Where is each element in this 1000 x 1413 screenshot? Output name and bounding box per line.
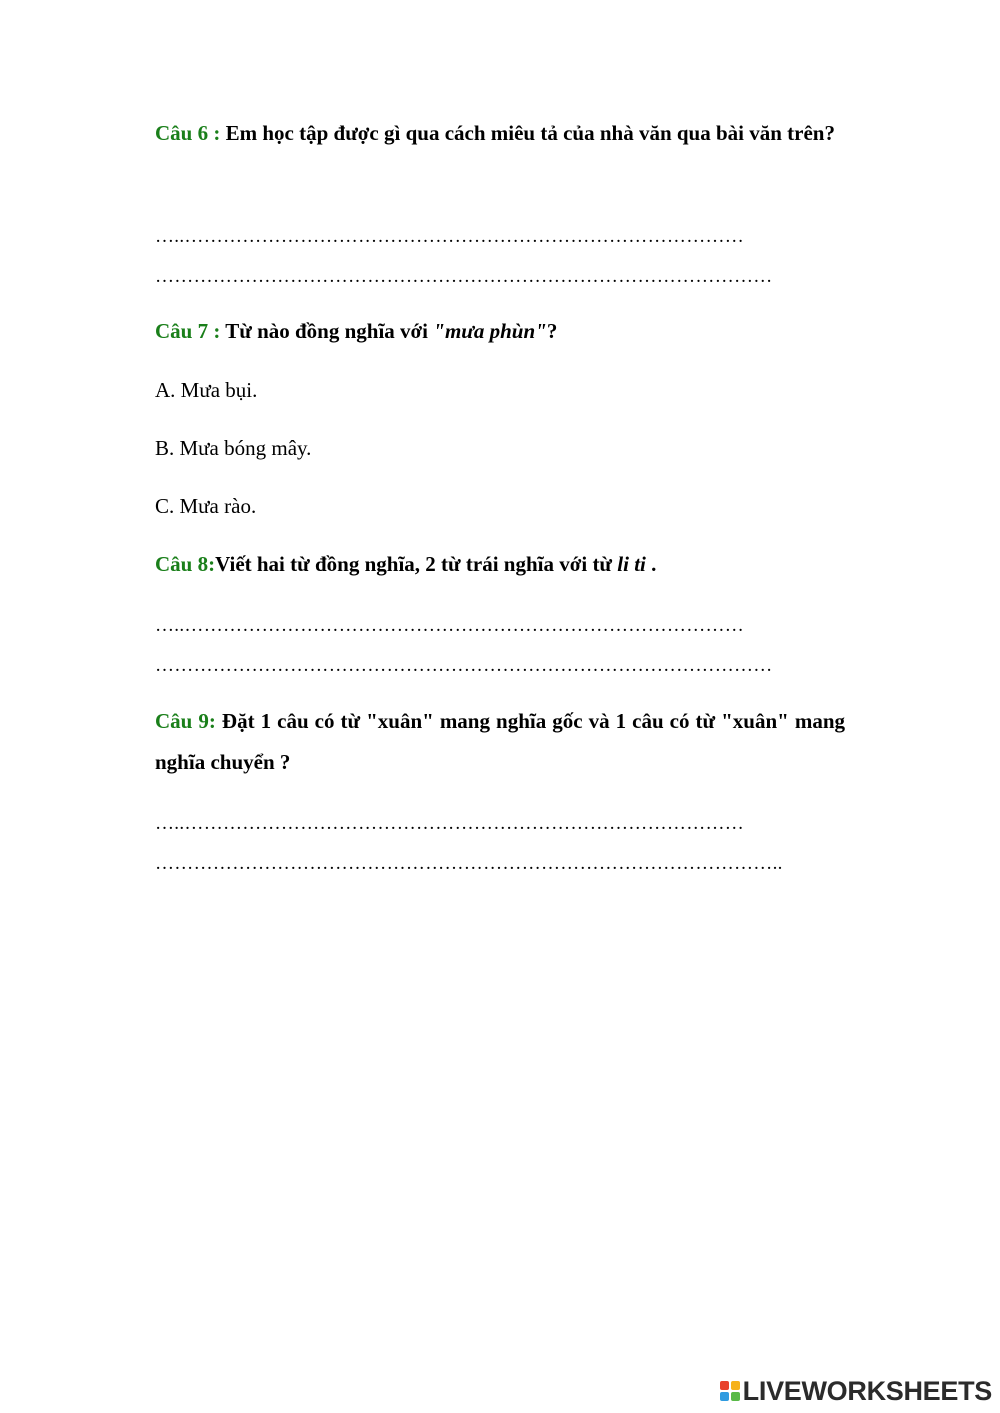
question-7-option-b[interactable]: B. Mưa bóng mây. <box>155 436 312 460</box>
question-6-answer-line-2[interactable]: …………………………………………………………………………………… <box>155 266 773 287</box>
logo-text: LIVEWORKSHEETS <box>742 1375 992 1406</box>
question-8-answer-line-2[interactable]: …………………………………………………………………………………… <box>155 655 773 676</box>
question-8-term: li ti <box>617 552 646 576</box>
question-9-label: Câu 9: <box>155 709 216 733</box>
logo-block <box>720 1381 729 1390</box>
logo-blocks-icon <box>720 1381 740 1401</box>
question-8 <box>155 544 845 585</box>
question-7-text: Từ nào đồng nghĩa với "mưa phùn"? <box>225 319 558 343</box>
question-8-text: Viết hai từ đồng nghĩa, 2 từ trái nghĩa với từ li ti . <box>215 552 657 576</box>
question-9-answer-line-1[interactable]: …..…………………………………………………………………………… <box>155 813 745 834</box>
logo-block <box>720 1392 729 1401</box>
question-6-label: Câu 6 : <box>155 121 221 145</box>
liveworksheets-logo <box>720 1377 992 1405</box>
question-7 <box>155 311 845 352</box>
question-7-option-c[interactable]: C. Mưa rào. <box>155 494 257 518</box>
question-6-answer-line-1[interactable]: …..…………………………………………………………………………… <box>155 226 745 247</box>
question-9-answer-line-2[interactable]: …………………………………………………………………………………….. <box>155 853 783 874</box>
logo-block <box>731 1381 740 1390</box>
question-7-term: "mưa phùn" <box>433 319 547 343</box>
question-6 <box>155 113 845 154</box>
question-7-label: Câu 7 : <box>155 319 221 343</box>
question-8-label: Câu 8: <box>155 552 216 576</box>
question-9 <box>155 701 845 783</box>
question-8-answer-line-1[interactable]: …..…………………………………………………………………………… <box>155 615 745 636</box>
question-6-text: Em học tập được gì qua cách miêu tả của nhà văn qua bài văn trên? <box>225 121 835 145</box>
question-9-text: Đặt 1 câu có từ "xuân" mang nghĩa gốc và 1 câu có từ "xuân" mang nghĩa chuyển ? <box>155 709 846 774</box>
logo-block <box>731 1392 740 1401</box>
question-7-option-a[interactable]: A. Mưa bụi. <box>155 378 258 402</box>
